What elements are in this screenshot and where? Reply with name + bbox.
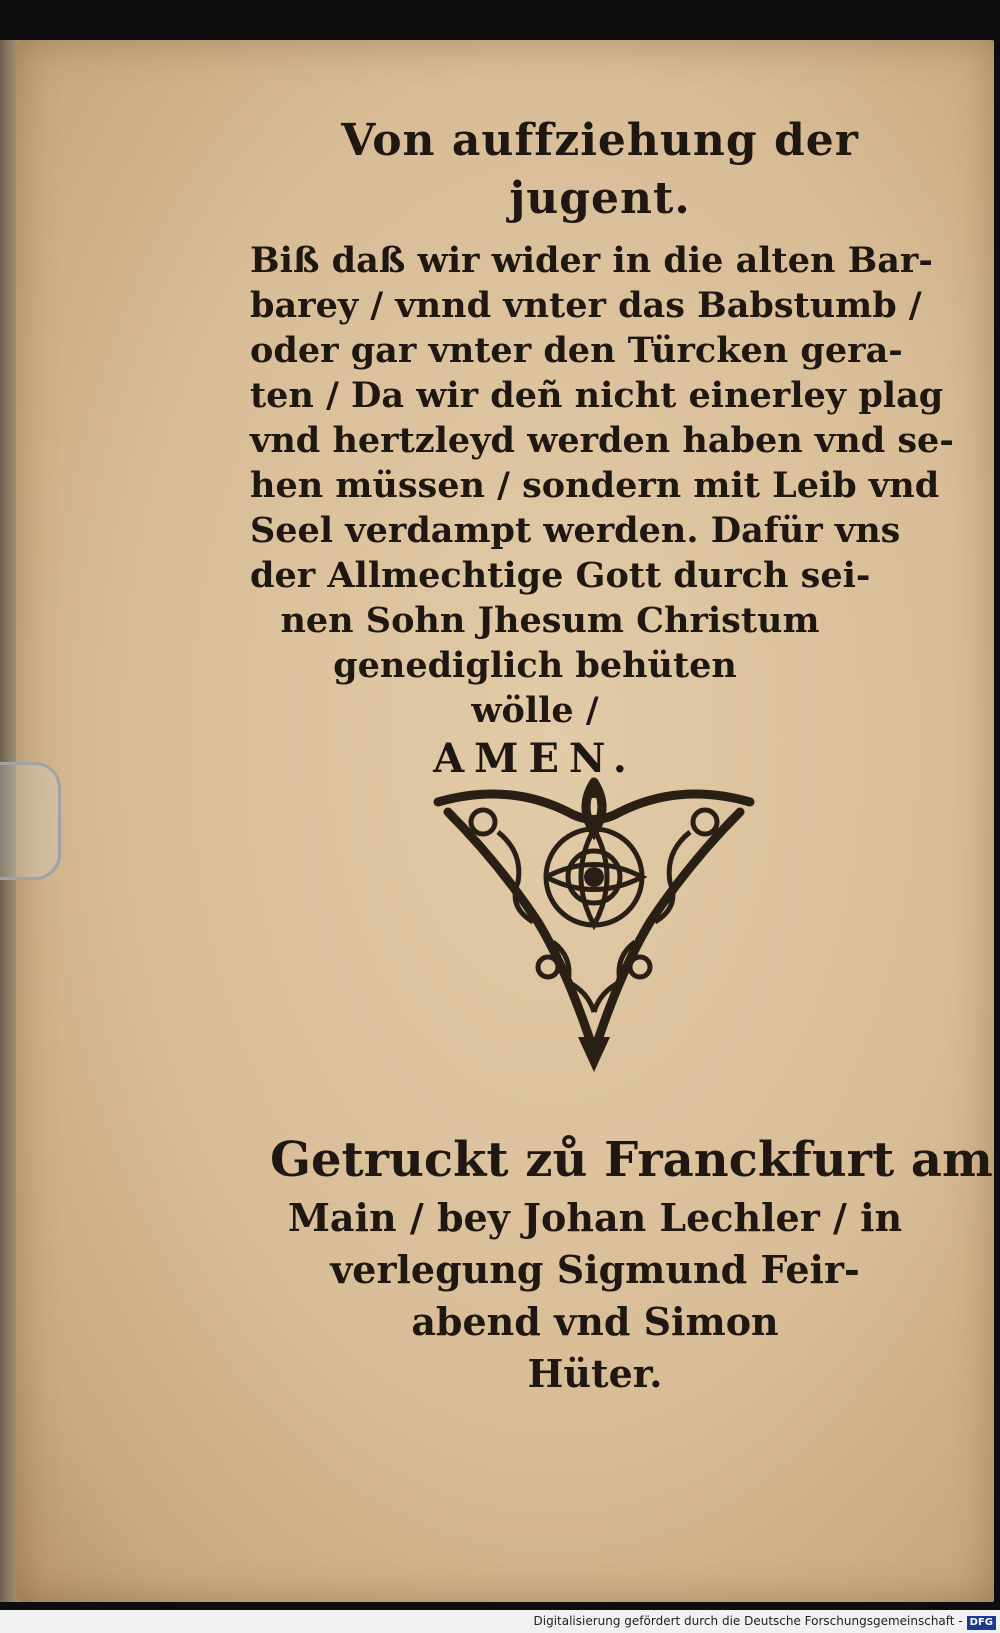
text-line: Biß daß wir wider in die alten Bar-	[250, 240, 933, 281]
imprint-line: Getruckt zů Franckfurt am	[270, 1132, 993, 1188]
main-text	[250, 112, 954, 782]
amen-line: AMEN.	[433, 735, 637, 782]
text-line: vnd hertzleyd werden haben vnd se-	[250, 420, 954, 461]
imprint-line: Hüter.	[527, 1351, 663, 1396]
text-line: Seel verdampt werden. Dafür vns	[250, 510, 901, 551]
imprint	[270, 1128, 993, 1400]
text-line: der Allmechtige Gott durch sei-	[250, 555, 871, 596]
text-line: genediglich behüten	[333, 645, 737, 686]
page-title: Von auffziehung der jugent.	[341, 115, 859, 224]
footer-bar	[0, 1610, 1000, 1633]
imprint-line: verlegung Sigmund Feir-	[330, 1247, 860, 1292]
text-line: nen Sohn Jhesum Christum	[280, 600, 820, 641]
dfg-badge: DFG	[967, 1616, 996, 1630]
footer-credit: Digitalisierung gefördert durch die Deutsche Forschungsgemeinschaft -	[533, 1614, 963, 1628]
text-line: ten / Da wir deñ nicht einerley plag	[250, 375, 944, 416]
imprint-line: abend vnd Simon	[411, 1299, 779, 1344]
page-clip	[0, 762, 61, 880]
ornament-vignette	[428, 772, 760, 1072]
text-line: hen müssen / sondern mit Leib vnd	[250, 465, 940, 506]
imprint-line: Main / bey Johan Lechler / in	[287, 1195, 903, 1240]
text-line: barey / vnnd vnter das Babstumb /	[250, 285, 922, 326]
text-line: wölle /	[471, 690, 599, 731]
text-line: oder gar vnter den Türcken gera-	[250, 330, 903, 371]
